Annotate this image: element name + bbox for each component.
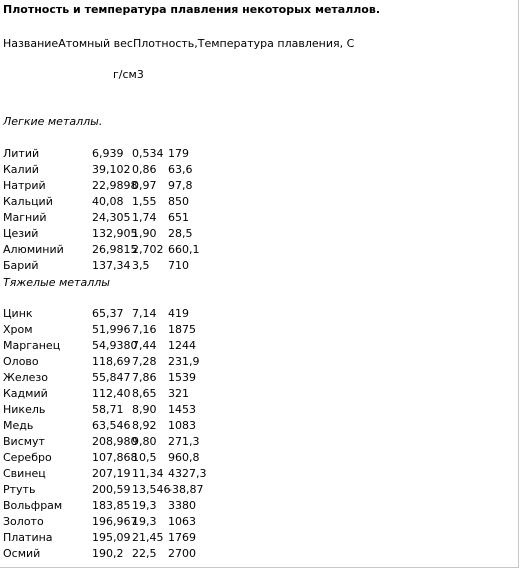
- atomic-weight: 190,2: [92, 547, 124, 560]
- atomic-weight: 207,19: [92, 467, 131, 480]
- density: 8,92: [132, 419, 157, 432]
- density: 0,86: [132, 163, 157, 176]
- atomic-weight: 58,71: [92, 403, 124, 416]
- table-row: [0, 195, 500, 211]
- melting-point: 1063: [168, 515, 196, 528]
- table-row: [0, 371, 500, 387]
- atomic-weight: 200,59: [92, 483, 131, 496]
- table-row: [0, 515, 500, 531]
- section-light-metals: Легкие металлы.: [3, 115, 103, 128]
- atomic-weight: 22,9898: [92, 179, 138, 192]
- density: 7,16: [132, 323, 157, 336]
- density: 1,55: [132, 195, 157, 208]
- metal-name: Ртуть: [3, 483, 36, 496]
- atomic-weight: 195,09: [92, 531, 131, 544]
- density: 22,5: [132, 547, 157, 560]
- melting-point: 660,1: [168, 243, 200, 256]
- atomic-weight: 6,939: [92, 147, 124, 160]
- melting-point: 1083: [168, 419, 196, 432]
- density-unit: г/см3: [113, 68, 144, 81]
- melting-point: 1539: [168, 371, 196, 384]
- atomic-weight: 112,40: [92, 387, 131, 400]
- density: 1,74: [132, 211, 157, 224]
- atomic-weight: 118,69: [92, 355, 131, 368]
- density: 1,90: [132, 227, 157, 240]
- atomic-weight: 55,847: [92, 371, 131, 384]
- melting-point: 651: [168, 211, 189, 224]
- table-row: [0, 499, 500, 515]
- table-row: [0, 339, 500, 355]
- atomic-weight: 208,980: [92, 435, 138, 448]
- table-row: [0, 243, 500, 259]
- atomic-weight: 51,996: [92, 323, 131, 336]
- melting-point: 97,8: [168, 179, 193, 192]
- table-row: [0, 323, 500, 339]
- column-headers: НазваниеАтомный весПлотность,Температура плавления, С: [3, 37, 355, 50]
- table-row: [0, 483, 500, 499]
- table-row: [0, 435, 500, 451]
- density: 2,702: [132, 243, 164, 256]
- metal-name: Вольфрам: [3, 499, 63, 512]
- density: 0,97: [132, 179, 157, 192]
- melting-point: 231,9: [168, 355, 200, 368]
- melting-point: 1875: [168, 323, 196, 336]
- atomic-weight: 183,85: [92, 499, 131, 512]
- table-row: [0, 419, 500, 435]
- density: 7,28: [132, 355, 157, 368]
- density: 3,5: [132, 259, 150, 272]
- melting-point: 1769: [168, 531, 196, 544]
- metal-name: Натрий: [3, 179, 46, 192]
- metal-name: Свинец: [3, 467, 46, 480]
- atomic-weight: 132,905: [92, 227, 138, 240]
- metal-name: Барий: [3, 259, 39, 272]
- atomic-weight: 137,34: [92, 259, 131, 272]
- metal-name: Никель: [3, 403, 46, 416]
- metal-name: Марганец: [3, 339, 61, 352]
- metal-name: Хром: [3, 323, 33, 336]
- density: 10,5: [132, 451, 157, 464]
- melting-point: 28,5: [168, 227, 193, 240]
- table-row: [0, 179, 500, 195]
- melting-point: 1453: [168, 403, 196, 416]
- density: 21,45: [132, 531, 164, 544]
- table-row: [0, 547, 500, 563]
- document-title: Плотность и температура плавления некоторых металлов.: [3, 3, 381, 16]
- metal-name: Медь: [3, 419, 34, 432]
- density: 0,534: [132, 147, 164, 160]
- metal-name: Кальций: [3, 195, 53, 208]
- melting-point: 419: [168, 307, 189, 320]
- atomic-weight: 196,967: [92, 515, 138, 528]
- section-heavy-metals: Тяжелые металлы: [3, 276, 110, 289]
- density: 7,14: [132, 307, 157, 320]
- melting-point: 2700: [168, 547, 196, 560]
- atomic-weight: 39,102: [92, 163, 131, 176]
- table-row: [0, 147, 500, 163]
- density: 19,3: [132, 515, 157, 528]
- table-row: [0, 403, 500, 419]
- metal-name: Алюминий: [3, 243, 64, 256]
- melting-point: 710: [168, 259, 189, 272]
- table-row: [0, 307, 500, 323]
- metal-name: Магний: [3, 211, 47, 224]
- melting-point: 3380: [168, 499, 196, 512]
- metal-name: Осмий: [3, 547, 41, 560]
- atomic-weight: 26,9815: [92, 243, 138, 256]
- melting-point: -38,87: [168, 483, 204, 496]
- melting-point: 1244: [168, 339, 196, 352]
- table-row: [0, 355, 500, 371]
- density: 8,90: [132, 403, 157, 416]
- metal-name: Калий: [3, 163, 39, 176]
- metal-name: Олово: [3, 355, 39, 368]
- table-row: [0, 387, 500, 403]
- melting-point: 179: [168, 147, 189, 160]
- atomic-weight: 63,546: [92, 419, 131, 432]
- melting-point: 850: [168, 195, 189, 208]
- metal-name: Платина: [3, 531, 53, 544]
- table-row: [0, 451, 500, 467]
- melting-point: 960,8: [168, 451, 200, 464]
- atomic-weight: 40,08: [92, 195, 124, 208]
- density: 8,65: [132, 387, 157, 400]
- table-row: [0, 227, 500, 243]
- metal-name: Железо: [3, 371, 48, 384]
- melting-point: 271,3: [168, 435, 200, 448]
- table-row: [0, 211, 500, 227]
- density: 7,44: [132, 339, 157, 352]
- table-row: [0, 163, 500, 179]
- metal-name: Кадмий: [3, 387, 48, 400]
- metal-name: Серебро: [3, 451, 52, 464]
- atomic-weight: 24,305: [92, 211, 131, 224]
- metal-name: Висмут: [3, 435, 45, 448]
- density: 7,86: [132, 371, 157, 384]
- table-row: [0, 467, 500, 483]
- atomic-weight: 65,37: [92, 307, 124, 320]
- metal-name: Золото: [3, 515, 44, 528]
- metal-name: Цинк: [3, 307, 33, 320]
- melting-point: 63,6: [168, 163, 193, 176]
- table-row: [0, 531, 500, 547]
- density: 11,34: [132, 467, 164, 480]
- melting-point: 4327,3: [168, 467, 207, 480]
- metal-name: Цезий: [3, 227, 39, 240]
- density: 19,3: [132, 499, 157, 512]
- density: 13,546: [132, 483, 171, 496]
- table-row: [0, 259, 500, 275]
- density: 9,80: [132, 435, 157, 448]
- metal-name: Литий: [3, 147, 40, 160]
- melting-point: 321: [168, 387, 189, 400]
- atomic-weight: 54,9380: [92, 339, 138, 352]
- atomic-weight: 107,868: [92, 451, 138, 464]
